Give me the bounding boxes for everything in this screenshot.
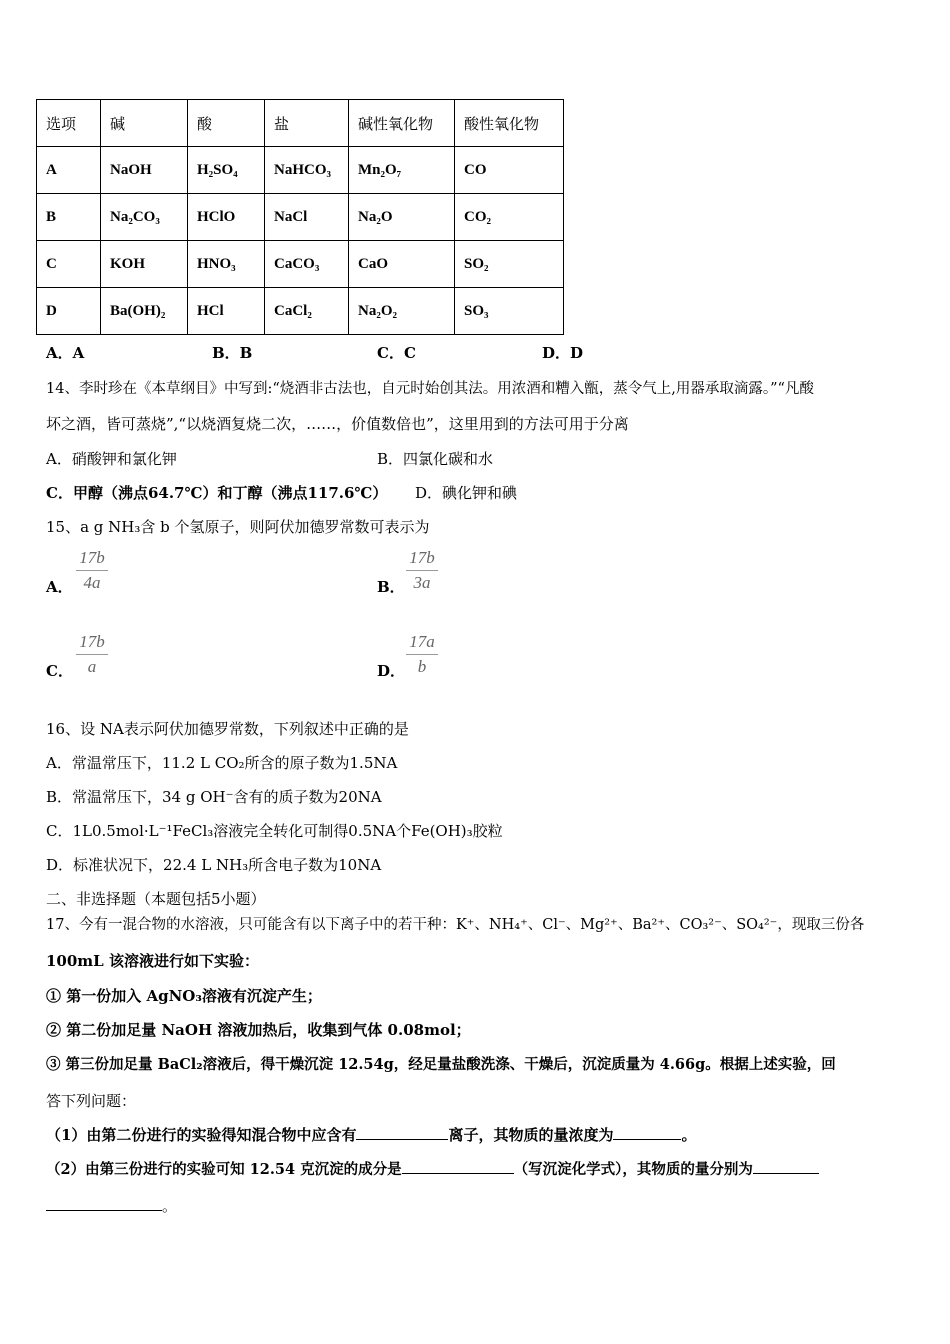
fraction-numerator: 17a	[406, 632, 438, 655]
cell-basic-oxide: Mn₂O₇	[349, 147, 455, 194]
cell-salt: NaCl	[265, 194, 349, 241]
sub1-text-a: （1）由第二份进行的实验得知混合物中应含有	[46, 1126, 357, 1144]
q17-experiment-1: ① 第一份加入 AgNO₃溶液有沉淀产生；	[46, 987, 322, 1005]
table-header-row	[37, 100, 564, 147]
cell-basic-oxide: Na₂O	[349, 194, 455, 241]
q14-stem-line1: 14、李时珍在《本草纲目》中写到:“烧酒非古法也，自元时始创其法。用浓酒和糟入甑，蒸令气上,用器承取滴露。”“凡酸	[46, 381, 814, 397]
answer-blank-precipitate[interactable]	[402, 1159, 514, 1174]
q17-stem-line2: 100mL 该溶液进行如下实验：	[46, 952, 259, 970]
q17-subquestion-2-cont	[46, 1195, 177, 1216]
q16-stem: 16、设 NA表示阿伏加德罗常数，下列叙述中正确的是	[46, 720, 409, 738]
sub2-text-b: （写沉淀化学式），其物质的量分别为	[513, 1161, 753, 1178]
q16-option-b: B．常温常压下，34 g OH⁻含有的质子数为20NA	[46, 788, 382, 806]
cell-salt: CaCO₃	[265, 241, 349, 288]
q14-stem-line2: 坏之酒，皆可蒸烧”,“以烧酒复烧二次，……，价值数倍也”，这里用到的方法可用于分离	[46, 415, 629, 433]
q15-stem: 15、a g NH₃含 b 个氢原子，则阿伏加德罗常数可表示为	[46, 518, 430, 536]
answer-blank-amount-cont[interactable]	[46, 1196, 162, 1211]
header-base: 碱	[101, 100, 188, 147]
cell-option: D	[37, 288, 101, 335]
q14-option-a: A．硝酸钾和氯化钾	[46, 450, 177, 468]
q15-option-c-fraction	[76, 632, 108, 677]
sub1-text-c: 。	[681, 1126, 697, 1144]
section-heading: 二、非选择题（本题包括5小题）	[46, 890, 266, 908]
sub2-text-c: 。	[162, 1197, 178, 1215]
header-salt: 盐	[265, 100, 349, 147]
answer-blank-amount[interactable]	[753, 1159, 819, 1174]
cell-acid: H₂SO₄	[188, 147, 265, 194]
answer-blank-concentration[interactable]	[613, 1125, 681, 1140]
fraction-denominator: 4a	[83, 573, 101, 592]
q15-option-d-fraction	[406, 632, 438, 677]
cell-option: B	[37, 194, 101, 241]
table-row	[37, 147, 564, 194]
sub1-text-b: 离子，其物质的量浓度为	[448, 1126, 614, 1144]
cell-salt: CaCl₂	[265, 288, 349, 335]
cell-acid: HCl	[188, 288, 265, 335]
cell-base: NaOH	[101, 147, 188, 194]
header-option: 选项	[37, 100, 101, 147]
q15-option-d-label: D．	[377, 662, 406, 680]
q15-option-b-fraction	[406, 548, 438, 593]
q15-option-b-label: B．	[377, 578, 405, 596]
cell-acidic-oxide: SO₃	[455, 288, 564, 335]
q16-option-d: D．标准状况下，22.4 L NH₃所含电子数为10NA	[46, 856, 382, 874]
header-acid: 酸	[188, 100, 265, 147]
table-row	[37, 288, 564, 335]
q17-experiment-3: ③ 第三份加足量 BaCl₂溶液后，得干燥沉淀 12.54g，经足量盐酸洗涤、干燥后，沉淀质量为 4.66g。根据上述实验，回	[46, 1056, 836, 1073]
fraction-denominator: 3a	[413, 573, 431, 592]
q15-option-a-label: A．	[46, 578, 73, 596]
q17-experiment-2: ② 第二份加足量 NaOH 溶液加热后，收集到气体 0.08mol；	[46, 1021, 471, 1039]
header-basic-oxide: 碱性氧化物	[349, 100, 455, 147]
q15-option-c-label: C．	[46, 662, 73, 680]
cell-basic-oxide: Na₂O₂	[349, 288, 455, 335]
q13-option-d: D．D	[542, 344, 584, 362]
fraction-denominator: a	[87, 657, 97, 676]
q14-option-c: C．甲醇（沸点64.7℃）和丁醇（沸点117.6℃）	[46, 484, 388, 502]
q17-subquestion-2	[46, 1158, 819, 1179]
q17-experiment-3-cont: 答下列问题：	[46, 1092, 137, 1110]
header-acidic-oxide: 酸性氧化物	[455, 100, 564, 147]
table-row	[37, 241, 564, 288]
q17-stem-line1: 17、今有一混合物的水溶液，只可能含有以下离子中的若干种：K⁺、NH₄⁺、Cl⁻、Mg²⁺、Ba²⁺、CO₃²⁻、SO₄²⁻，现取三份各	[46, 917, 865, 933]
fraction-numerator: 17b	[76, 632, 108, 655]
q13-option-b: B．B	[212, 344, 253, 362]
fraction-denominator: b	[417, 657, 427, 676]
q13-option-a: A．A	[46, 344, 85, 362]
q13-option-c: C．C	[377, 344, 416, 362]
answer-blank-ion[interactable]	[356, 1125, 448, 1140]
cell-acidic-oxide: SO₂	[455, 241, 564, 288]
cell-basic-oxide: CaO	[349, 241, 455, 288]
q14-option-d: D．碘化钾和碘	[415, 484, 518, 502]
table-row	[37, 194, 564, 241]
classification-table	[36, 99, 564, 335]
q14-option-b: B．四氯化碳和水	[377, 450, 494, 468]
q15-option-a-fraction	[76, 548, 108, 593]
sub2-text-a: （2）由第三份进行的实验可知 12.54 克沉淀的成分是	[46, 1161, 402, 1178]
cell-acidic-oxide: CO₂	[455, 194, 564, 241]
fraction-numerator: 17b	[406, 548, 438, 571]
cell-option: A	[37, 147, 101, 194]
cell-acidic-oxide: CO	[455, 147, 564, 194]
q16-option-c: C．1L0.5mol·L⁻¹FeCl₃溶液完全转化可制得0.5NA个Fe(OH)₃胶粒	[46, 822, 503, 840]
cell-option: C	[37, 241, 101, 288]
cell-base: KOH	[101, 241, 188, 288]
cell-base: Ba(OH)₂	[101, 288, 188, 335]
q16-option-a: A．常温常压下，11.2 L CO₂所含的原子数为1.5NA	[46, 754, 398, 772]
q17-subquestion-1	[46, 1124, 696, 1145]
cell-salt: NaHCO₃	[265, 147, 349, 194]
fraction-numerator: 17b	[76, 548, 108, 571]
cell-acid: HClO	[188, 194, 265, 241]
cell-acid: HNO₃	[188, 241, 265, 288]
cell-base: Na₂CO₃	[101, 194, 188, 241]
